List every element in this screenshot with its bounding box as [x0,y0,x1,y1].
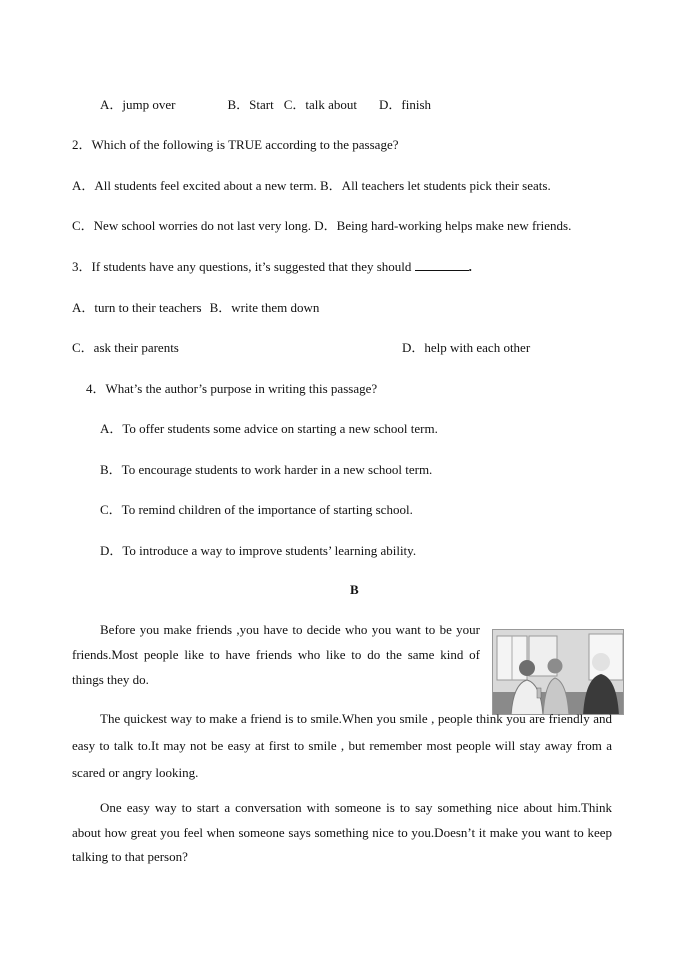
q2-stem: 2．Which of the following is TRUE according to the passage? [72,137,399,152]
q4-option-b: B．To encourage students to work harder in a new school term. [100,462,433,477]
q4-option-c: C．To remind children of the importance of starting school. [100,502,413,517]
q3-options-ab [72,300,319,316]
q3-stem-text: 3．If students have any questions, it’s suggested that they should [72,259,412,274]
q3-stem-period: . [468,259,472,274]
q4-option-a: A．To offer students some advice on starting a new school term. [100,421,438,436]
q1-option-b: B．Start [227,97,274,112]
friends-photo-illustration [493,630,624,715]
passage-paragraph-3: One easy way to start a conversation with someone is to say something nice about him.Think about how great you feel when someone says something nice to you.Doesn’t it make you want to keep talking to that person? [72,800,612,864]
q1-option-d: D．finish [379,97,432,112]
q2-options-line1: A．All students feel excited about a new term. B．All teachers let students pick their seats. [72,178,551,193]
q1-options [100,97,431,113]
friends-photo [492,629,624,715]
answer-blank [415,259,469,271]
q1-option-c: C．talk about [283,97,357,112]
passage-paragraph-1: Before you make friends ,you have to decide who you want to be your friends.Most people like to have friends who like to do the same kind of things they do. [72,622,480,687]
q3-stem [72,259,472,275]
q3-option-b: B．write them down [209,300,320,315]
q4-stem: 4．What’s the author’s purpose in writing this passage? [86,381,378,396]
passage-paragraph-2: The quickest way to make a friend is to smile.When you smile , people think you are friendly and easy to talk to.It may not be easy at first to smile , but remember most people will stay away from a scared or angry looking. [72,711,612,780]
q4-option-d: D．To introduce a way to improve students’ learning ability. [100,543,417,558]
q3-option-c: C．ask their parents [72,340,179,355]
q1-option-a: A．jump over [100,97,176,112]
q2-options-line2: C．New school worries do not last very long. D．Being hard-working helps make new friends. [72,218,572,233]
section-heading: B [350,582,359,597]
q3-option-a: A．turn to their teachers [72,300,202,315]
q3-option-d: D．help with each other [402,340,531,355]
